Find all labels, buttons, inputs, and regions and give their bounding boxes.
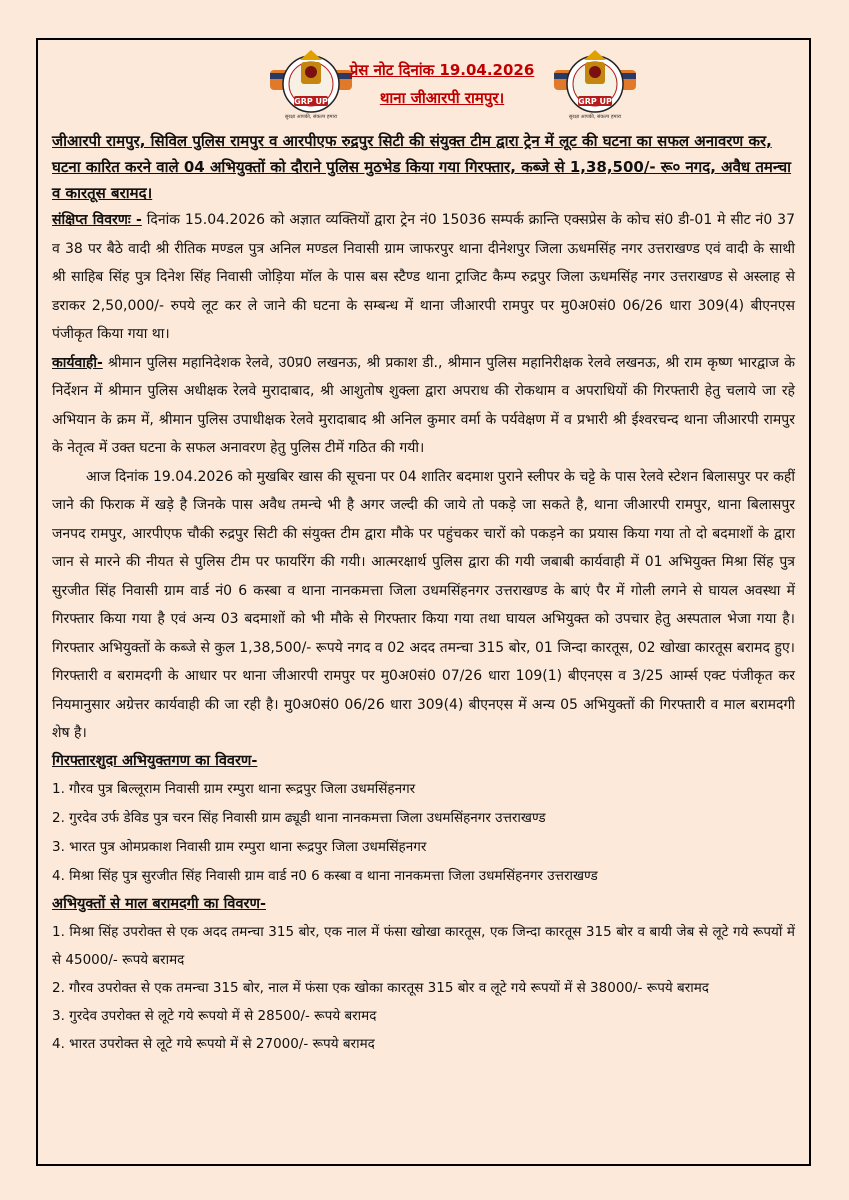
list-item: 1. गौरव पुत्र बिल्लूराम निवासी ग्राम रम्पुरा थाना रूद्रपुर जिला उधमसिंहनगर bbox=[52, 780, 416, 797]
list-item: 3. गुरदेव उपरोक्त से लूटे गये रूपयो में से 28500/- रूपये बरामद bbox=[52, 1007, 377, 1024]
list-item: 4. मिश्रा सिंह पुत्र सुरजीत सिंह निवासी ग्राम वार्ड न0 6 कस्बा व थाना नानकमत्ता जिला उधमसिंहनगर उत्तराखण्ड bbox=[52, 867, 598, 884]
list-item: 4. भारत उपरोक्त से लूटे गये रूपयो में से 27000/- रूपये बरामद bbox=[52, 1035, 375, 1052]
press-note-frame bbox=[36, 38, 811, 1166]
summary-label: संक्षिप्त विवरणः - bbox=[52, 212, 142, 228]
svg-text:सुरक्षा आपकी, संकल्प हमारा: सुरक्षा आपकी, संकल्प हमारा bbox=[568, 114, 622, 120]
svg-text:GRP UP: GRP UP bbox=[578, 97, 612, 106]
arrested-heading: गिरफ्तारशुदा अभियुक्तगण का विवरण- bbox=[52, 752, 258, 769]
list-item: 2. गौरव उपरोक्त से एक तमन्चा 315 बोर, नाल में फंसा एक खोका कारतूस 315 बोर व लूटे गये रूपयों में से 38000/- रूपये बरामद bbox=[52, 979, 709, 996]
summary-paragraph bbox=[52, 206, 795, 349]
body-paragraph: आज दिनांक 19.04.2026 को मुखबिर खास की सूचना पर 04 शातिर बदमाश पुराने स्लीपर के चट्टे के पास रेलवे स्टेशन बिलासपुर पर कहीं जाने की फिराक में खड़े है जिनके पास अवैध तमन्चे भी है अगर जल्दी की जाये तो पकड़े जा सकते है, थाना जीआरपी रामपुर, थाना बिलासपुर जनपद रामपुर, आरपीएफ चौकी रुद्रपुर सिटी की संयुक्त टीम द्वारा मौके पर पहुंचकर चारों को पकड़ने का प्रयास किया गया तो दो बदमाशों के द्वारा जान से मारने की नीयत से पुलिस टीम पर फायरिंग की गयी। आत्मरक्षार्थ पुलिस द्वारा की गयी जबाबी कार्यवाही में 01 अभियुक्त मिश्रा सिंह पुत्र सुरजीत सिंह निवासी ग्राम वार्ड नं0 6 कस्बा व थाना नानकमत्ता जिला उधमसिंहनगर उत्तराखण्ड के बाएं पैर में गोली लगने से घायल अवस्था में गिरफ्तार किया गया है एवं अन्य 03 बदमाशों को भी मौके से गिरफ्तार किया गया तथा घायल अभियुक्त को उपचार हेतु अस्पताल भेजा गया है। गिरफ्तार अभियुक्तों के कब्जे से कुल 1,38,500/- रूपये नगद व 02 अदद तमन्चा 315 बोर, 01 जिन्दा कारतूस, 02 खोखा कारतूस बरामद हुए। गिरफ्तारी व बरामदगी के आधार पर थाना जीआरपी रामपुर पर मु0अ0सं0 07/26 धारा 109(1) बीएनएस व 3/25 आर्म्स एक्ट पंजीकृत कर नियमानुसार अग्रेत्तर कार्यवाही की जा रही है। मु0अ0सं0 06/26 धारा 309(4) बीएनएस में अन्य 05 अभियुक्तों की गिरफ्तारी व माल बरामदगी शेष है। bbox=[52, 468, 795, 741]
arrested-list bbox=[52, 775, 795, 891]
recovery-list bbox=[52, 918, 795, 1058]
grp-up-logo-left bbox=[270, 42, 352, 124]
list-item: 2. गुरदेव उर्फ डेविड पुत्र चरन सिंह निवासी ग्राम ढ्यूडी थाना नानकमत्ता जिला उधमसिंहनगर उत्तराखण्ड bbox=[52, 809, 546, 826]
grp-up-logo-right bbox=[554, 42, 636, 124]
header bbox=[52, 40, 795, 126]
svg-text:सुरक्षा आपकी, संकल्प हमारा: सुरक्षा आपकी, संकल्प हमारा bbox=[284, 114, 338, 120]
press-note-title bbox=[342, 56, 542, 112]
recovery-heading: अभियुक्तों से माल बरामदगी का विवरण- bbox=[52, 895, 266, 912]
action-text: श्रीमान पुलिस महानिदेशक रेलवे, उ0प्र0 लखनऊ, श्री प्रकाश डी., श्रीमान पुलिस महानिरीक्षक रेलवे लखनऊ, श्री राम कृष्ण भारद्वाज के निर्देशन में श्रीमान पुलिस अधीक्षक रेलवे मुरादाबाद, श्री आशुतोष शुक्ला द्वारा अपराध की रोकथाम व अपराधियों की गिरफ्तारी हेतु चलाये जा रहे अभियान के क्रम में, श्रीमान पुलिस उपाधीक्षक रेलवे मुरादाबाद श्री अनिल कुमार वर्मा के पर्यवेक्षण में व प्रभारी श्री ईश्वरचन्द थाना जीआरपी रामपुर के नेतृत्व में उक्त घटना के सफल अनावरण हेतु पुलिस टीमें गठित की गयी। bbox=[52, 354, 795, 456]
action-label: कार्यवाही- bbox=[52, 354, 103, 371]
police-station: थाना जीआरपी रामपुर। bbox=[379, 89, 505, 107]
press-note-date: प्रेस नोट दिनांक 19.04.2026 bbox=[349, 61, 535, 79]
list-item: 3. भारत पुत्र ओमप्रकाश निवासी ग्राम रम्पुरा थाना रूद्रपुर जिला उधमसिंहनगर bbox=[52, 838, 427, 855]
headline: जीआरपी रामपुर, सिविल पुलिस रामपुर व आरपीएफ रुद्रपुर सिटी की संयुक्त टीम द्वारा ट्रेन में लूट की घटना का सफल अनावरण कर, घटना कारित करने वाले 04 अभियुक्तों को दौराने पुलिस मुठभेड किया गया गिरफ्तार, कब्जे से 1,38,500/- रू० नगद, अवैध तमन्चा व कारतूस बरामद। bbox=[52, 132, 792, 202]
list-item: 1. मिश्रा सिंह उपरोक्त से एक अदद तमन्चा 315 बोर, एक नाल में फंसा खोखा कारतूस, एक जिन्दा कारतूस 315 बोर व बायी जेब से लूटे गये रूपयों में से 45000/- रूपये बरामद bbox=[52, 923, 795, 968]
action-paragraph bbox=[52, 349, 795, 463]
svg-text:GRP UP: GRP UP bbox=[294, 97, 328, 106]
summary-text: दिनांक 15.04.2026 को अज्ञात व्यक्तियों द्वारा ट्रेन नं0 15036 सम्पर्क क्रान्ति एक्सप्रेस के कोच सं0 डी-01 मे सीट नं0 37 व 38 पर बैठे वादी श्री रीतिक मण्डल पुत्र अनिल मण्डल निवासी ग्राम जाफरपुर थाना दीनेशपुर जिला ऊधमसिंह नगर उत्तराखण्ड एवं वादी के साथी श्री साहिब सिंह पुत्र दिनेश सिंह निवासी जोड़िया मॉल के पास बस स्टैण्ड थाना ट्राजिट कैम्प रुद्रपुर जिला ऊधमसिंह नगर उत्तराखण्ड से अस्लाह से डराकर 2,50,000/- रुपये लूट कर ले जाने की घटना के सम्बन्ध में थाना जीआरपी रामपुर पर मु0अ0सं0 06/26 धारा 309(4) बीएनएस पंजीकृत किया गया था। bbox=[52, 212, 795, 342]
